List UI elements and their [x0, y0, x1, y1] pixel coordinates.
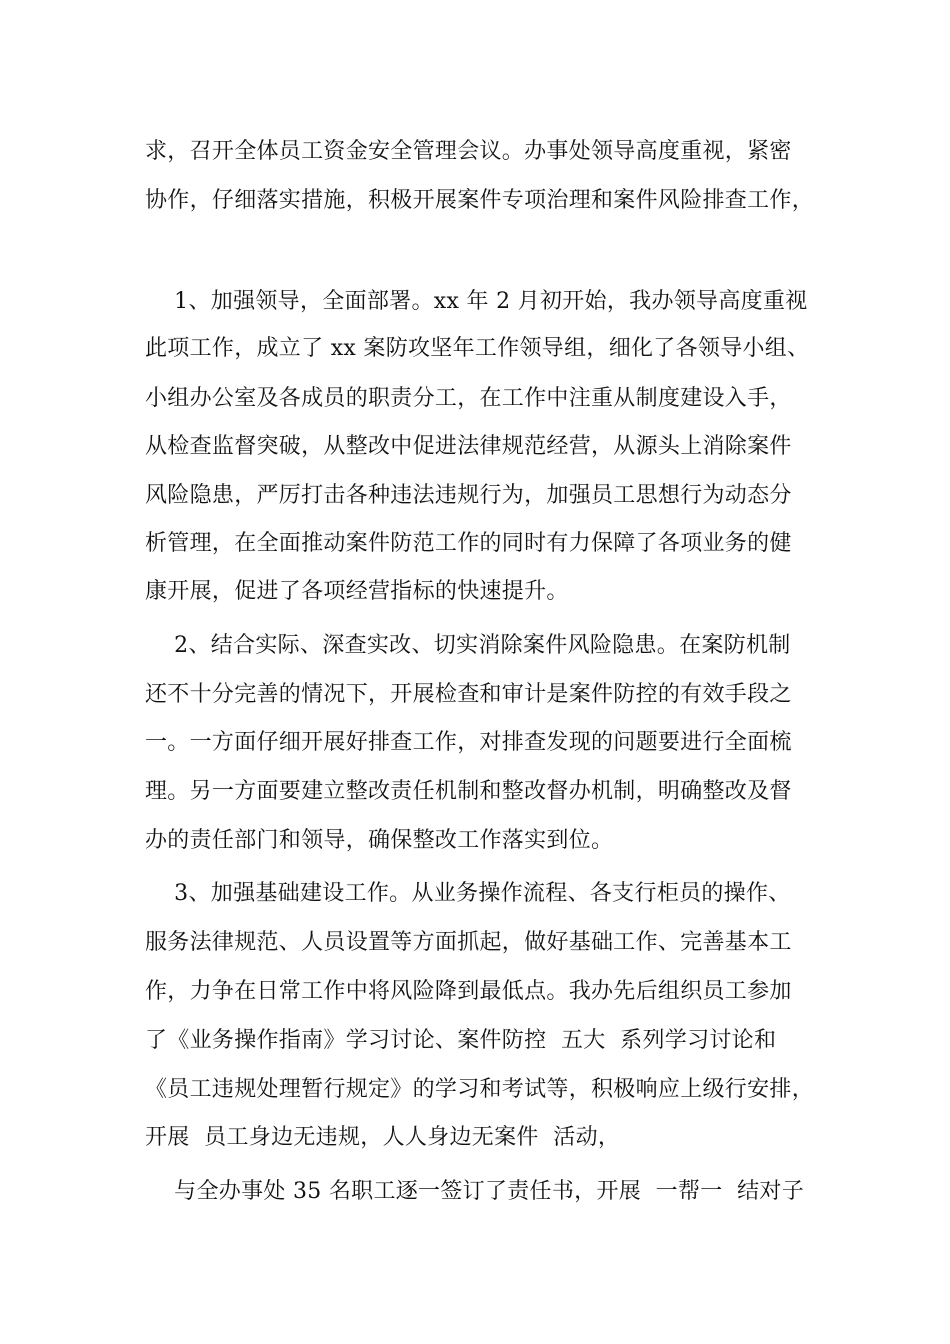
paragraph-1-line: 此项工作，成立了 xx 案防攻坚年工作领导组，细化了各领导小组、	[145, 336, 810, 361]
paragraph-3-line: 作，力争在日常工作中将风险降到最低点。我办先后组织员工参加	[145, 979, 792, 1004]
paragraph-1-line: 风险隐患，严厉打击各种违法违规行为，加强员工思想行为动态分	[145, 483, 792, 508]
paragraph-1-line: 1、加强领导，全面部署。xx 年 2 月初开始，我办领导高度重视	[145, 289, 808, 314]
paragraph-2-line: 还不十分完善的情况下，开展检查和审计是案件防控的有效手段之	[145, 682, 792, 707]
paragraph-2-line: 一。一方面仔细开展好排查工作，对排查发现的问题要进行全面梳	[145, 730, 792, 755]
paragraph-4-line: 与全办事处 35 名职工逐一签订了责任书，开展 一帮一 结对子	[145, 1179, 805, 1204]
paragraph-1-line: 析管理，在全面推动案件防范工作的同时有力保障了各项业务的健	[145, 531, 792, 556]
paragraph-3-line: 3、加强基础建设工作。从业务操作流程、各支行柜员的操作、	[145, 881, 791, 906]
paragraph-3-line: 服务法律规范、人员设置等方面抓起，做好基础工作、完善基本工	[145, 930, 792, 955]
text-line: 协作，仔细落实措施，积极开展案件专项治理和案件风险排查工作，	[145, 188, 815, 213]
paragraph-2-line: 理。另一方面要建立整改责任机制和整改督办机制，明确整改及督	[145, 779, 792, 804]
paragraph-3-line: 《员工违规处理暂行规定》的学习和考试等，积极响应上级行安排，	[145, 1077, 815, 1102]
paragraph-2-line: 办的责任部门和领导，确保整改工作落实到位。	[145, 828, 614, 853]
text-line: 求，召开全体员工资金安全管理会议。办事处领导高度重视，紧密	[145, 139, 792, 164]
paragraph-1-line: 康开展，促进了各项经营指标的快速提升。	[145, 579, 569, 604]
paragraph-3-line: 开展 员工身边无违规，人人身边无案件 活动，	[145, 1125, 621, 1150]
paragraph-1-line: 小组办公室及各成员的职责分工，在工作中注重从制度建设入手，	[145, 386, 792, 411]
paragraph-2-line: 2、结合实际、深查实改、切实消除案件风险隐患。在案防机制	[145, 633, 791, 658]
paragraph-1-line: 从检查监督突破，从整改中促进法律规范经营，从源头上消除案件	[145, 434, 792, 459]
paragraph-3-line: 了《业务操作指南》学习讨论、案件防控 五大 系列学习讨论和	[145, 1028, 777, 1053]
